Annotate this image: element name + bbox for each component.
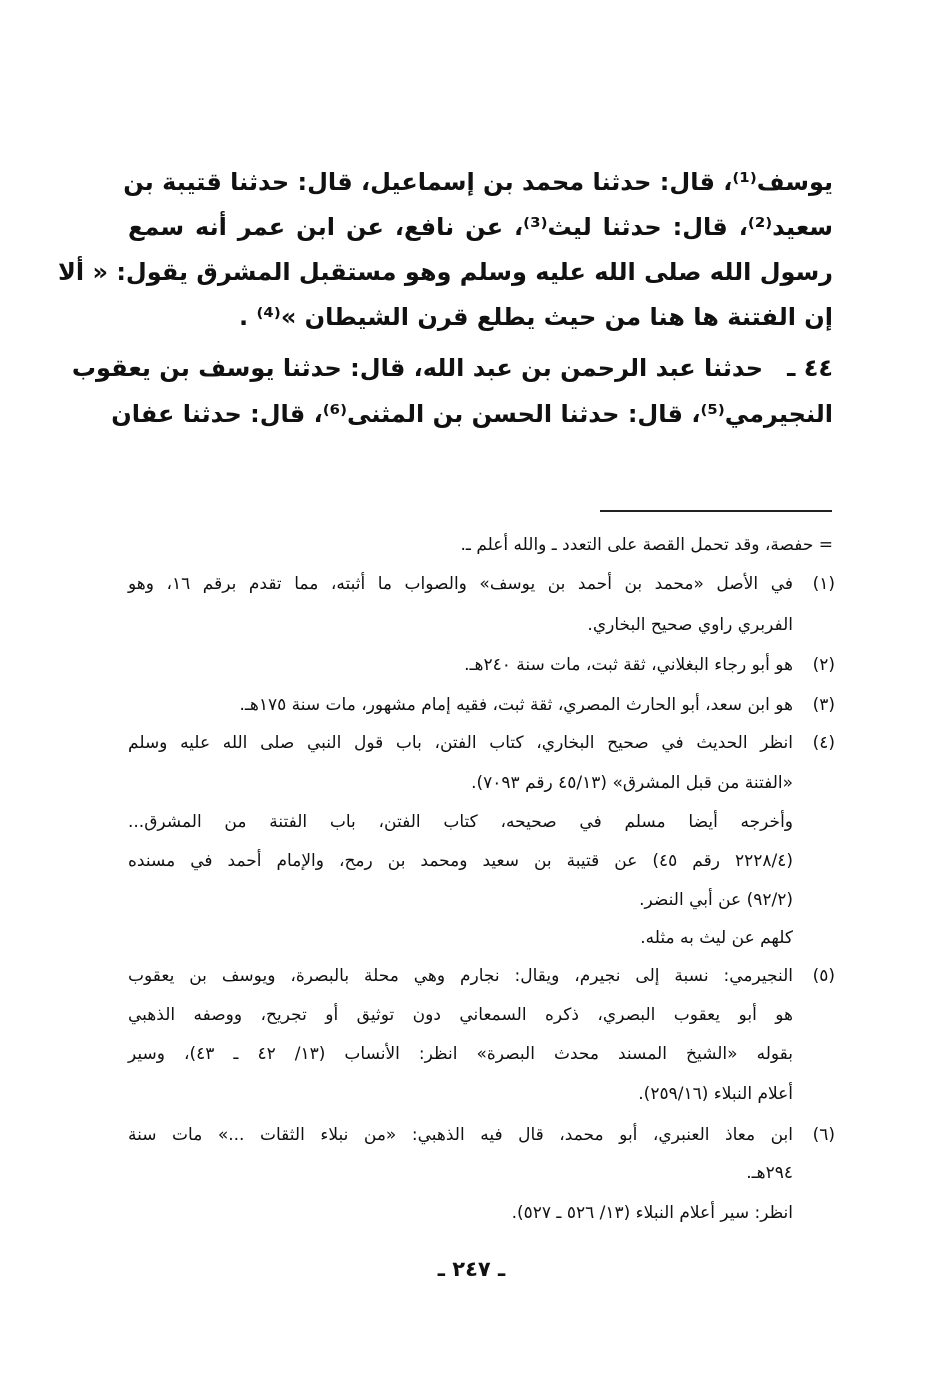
footnote-5-line-1: النجيرمي: نسبة إلى نجيرم، ويقال: نجارم وهي محلة بالبصرة، ويوسف بن يعقوب (128, 966, 793, 986)
footnote-5-line-3: بقوله «الشيخ المسند محدث البصرة» انظر: الأنساب (١٣/ ٤٢ ـ ٤٣)، وسير (128, 1044, 793, 1064)
hadith-number: ٤٤ ـ (787, 354, 833, 382)
footnote-4-line-3: وأخرجه أيضا مسلم في صحيحه، كتاب الفتن، باب الفتنة من المشرق... (128, 812, 793, 832)
footnote-divider (600, 510, 832, 512)
footnote-continuation: = حفصة، وقد تحمل القصة على التعدد ـ والله أعلم ـ. (460, 535, 833, 555)
footnote-4-line-4: (٢٢٢٨/٤ رقم ٤٥) عن قتيبة بن سعيد ومحمد بن رمح، والإمام أحمد في مسنده (128, 851, 793, 871)
footnote-6-line-3: انظر: سير أعلام النبلاء (١٣/ ٥٢٦ ـ ٥٢٧). (511, 1203, 793, 1223)
footnote-1-number: (١) (812, 574, 835, 594)
footnote-4-line-5: (٩٢/٢) عن أبي النضر. (639, 890, 793, 910)
footnote-6-number: (٦) (812, 1125, 835, 1145)
footnote-3-line-1: هو ابن سعد، أبو الحارث المصري، ثقة ثبت، فقيه إمام مشهور، مات سنة ١٧٥هـ. (239, 695, 793, 715)
footnote-1-line-2: الفربري راوي صحيح البخاري. (587, 615, 793, 635)
main-text-line-2: سعيد⁽²⁾، قال: حدثنا ليث⁽³⁾، عن نافع، عن ابن عمر أنه سمع (128, 213, 833, 241)
footnote-4-line-6: كلهم عن ليث به مثله. (640, 928, 793, 948)
footnote-5-line-2: هو أبو يعقوب البصري، ذكره السمعاني دون توثيق أو تجريح، ووصفه الذهبي (128, 1005, 793, 1025)
footnote-3-number: (٣) (812, 695, 835, 715)
footnote-4-line-2: «الفتنة من قبل المشرق» (٤٥/١٣ رقم ٧٠٩٣). (471, 773, 793, 793)
main-text-line-4: إن الفتنة ها هنا من حيث يطلع قرن الشيطان »⁽⁴⁾ . (239, 303, 833, 331)
footnote-6-line-2: ٢٩٤هـ. (746, 1163, 793, 1183)
footnote-5-number: (٥) (812, 966, 835, 986)
footnote-4-number: (٤) (812, 733, 835, 753)
footnote-6-line-1: ابن معاذ العنبري، أبو محمد، قال فيه الذهبي: «من نبلاء الثقات ...» مات سنة (128, 1125, 793, 1145)
footnote-2-number: (٢) (812, 655, 835, 675)
footnote-4-line-1: انظر الحديث في صحيح البخاري، كتاب الفتن، باب قول النبي صلى الله عليه وسلم (128, 733, 793, 753)
main-text-line-6: النجيرمي⁽⁵⁾، قال: حدثنا الحسن بن المثنى⁽⁶⁾، قال: حدثنا عفان (111, 400, 833, 428)
footnote-2-line-1: هو أبو رجاء البغلاني، ثقة ثبت، مات سنة ٢٤٠هـ. (464, 655, 793, 675)
main-text-line-1: يوسف⁽¹⁾، قال: حدثنا محمد بن إسماعيل، قال: حدثنا قتيبة بن (123, 168, 833, 196)
main-text-line-5: حدثنا عبد الرحمن بن عبد الله، قال: حدثنا يوسف بن يعقوب (71, 354, 763, 382)
footnote-5-line-4: أعلام النبلاء (٢٥٩/١٦). (638, 1084, 793, 1104)
main-text-line-3: رسول الله صلى الله عليه وسلم وهو مستقبل المشرق يقول: « ألا (58, 258, 833, 286)
page-number: ـ ٢٤٧ ـ (437, 1257, 506, 1281)
footnote-1-line-1: في الأصل «محمد بن أحمد بن يوسف» والصواب ما أثبته، مما تقدم برقم ١٦، وهو (128, 574, 793, 594)
